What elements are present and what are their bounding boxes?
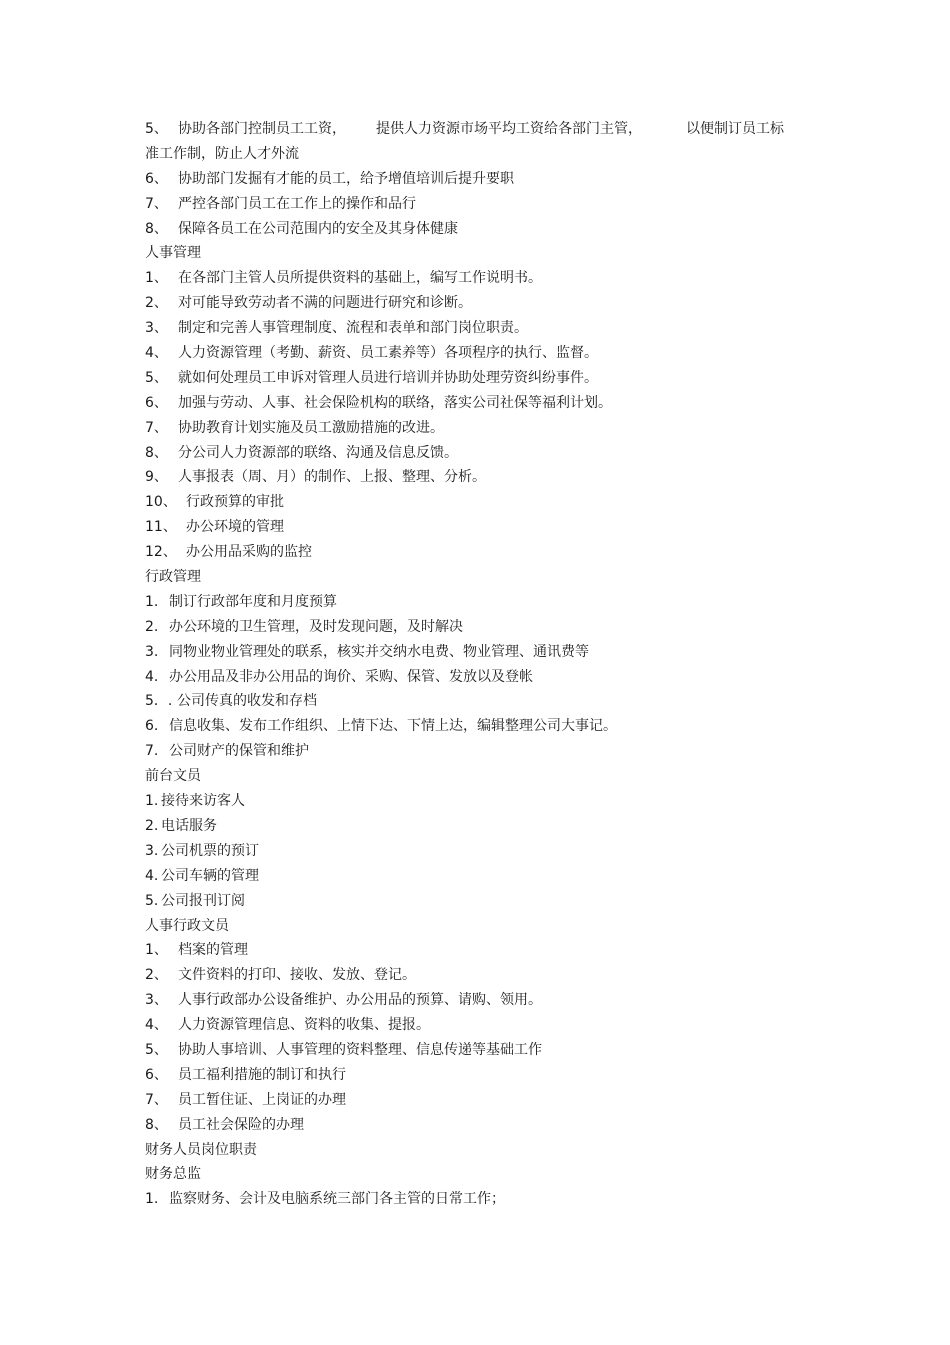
- item-text: 员工社会保险的办理: [178, 1116, 304, 1133]
- list-item: [145, 689, 825, 714]
- list-item: [145, 665, 825, 690]
- list-item: [145, 864, 825, 889]
- item-number: 5、: [145, 121, 168, 137]
- item-text-part: 以便制订员工标: [686, 121, 784, 137]
- item-number: 1、: [145, 942, 168, 959]
- item-text: 准工作制，防止人才外流: [145, 145, 299, 162]
- item-number: 1.: [145, 593, 159, 610]
- list-item: [145, 938, 825, 963]
- item-number: 8、: [145, 1116, 168, 1133]
- item-text: 公司报刊订阅: [161, 892, 245, 909]
- item-number: 6、: [145, 394, 168, 411]
- item-text: 就如何处理员工申诉对管理人员进行培训并协助处理劳资纠纷事件。: [178, 369, 598, 386]
- list-item: [145, 391, 825, 416]
- item-number: 4.: [145, 668, 159, 685]
- item-number: 7、: [145, 419, 168, 436]
- item-text: 人力资源管理（考勤、薪资、员工素养等）各项程序的执行、监督。: [178, 345, 598, 362]
- item-number: 10、: [145, 494, 177, 511]
- list-item: [145, 889, 825, 914]
- heading-text: 行政管理: [145, 569, 201, 586]
- list-item: [145, 341, 825, 366]
- item-number: 5.: [145, 892, 159, 909]
- list-item: [145, 291, 825, 316]
- list-item: [145, 640, 825, 665]
- section-heading: [145, 1162, 825, 1187]
- item-number: 1.: [145, 1191, 159, 1208]
- item-text: 对可能导致劳动者不满的问题进行研究和诊断。: [178, 295, 472, 312]
- item-text: 监察财务、会计及电脑系统三部门各主管的日常工作；: [169, 1191, 505, 1208]
- list-item: [145, 515, 825, 540]
- list-item: [145, 167, 825, 192]
- item-number: 6、: [145, 1066, 168, 1083]
- item-text: 在各部门主管人员所提供资料的基础上，编写工作说明书。: [178, 270, 542, 287]
- list-item: [145, 266, 825, 291]
- item-number: 2.: [145, 618, 159, 635]
- item-number: 6、: [145, 170, 168, 187]
- item-text-part: 提供人力资源市场平均工资给各部门主管，: [376, 121, 642, 137]
- item-text: 接待来访客人: [161, 793, 245, 810]
- item-number: 9、: [145, 469, 168, 486]
- item-number: 1.: [145, 793, 159, 810]
- item-text: 公司机票的预订: [161, 842, 259, 859]
- item-text: 档案的管理: [178, 942, 248, 959]
- item-text: 制定和完善人事管理制度、流程和表单和部门岗位职责。: [178, 320, 528, 337]
- item-text: 公司车辆的管理: [161, 867, 259, 884]
- item-number: 1、: [145, 270, 168, 287]
- list-item: [145, 366, 825, 391]
- list-item: [145, 988, 825, 1013]
- item-text: 协助人事培训、人事管理的资料整理、信息传递等基础工作: [178, 1041, 542, 1058]
- section-heading: [145, 1138, 825, 1163]
- item-text: 协助部门发掘有才能的员工，给予增值培训后提升要职: [178, 170, 514, 187]
- item-number: 5、: [145, 1041, 168, 1058]
- list-item: [145, 416, 825, 441]
- list-item: [145, 1038, 825, 1063]
- item-text: 分公司人力资源部的联络、沟通及信息反馈。: [178, 444, 458, 461]
- list-item: [145, 465, 825, 490]
- item-text: 保障各员工在公司范围内的安全及其身体健康: [178, 220, 458, 237]
- list-item: [145, 1187, 825, 1212]
- list-item: [145, 441, 825, 466]
- item-number: 3、: [145, 320, 168, 337]
- item-number: 7、: [145, 1091, 168, 1108]
- section-heading: [145, 914, 825, 939]
- item-number: 7.: [145, 743, 159, 760]
- item-number: 3、: [145, 992, 168, 1009]
- list-item: [145, 316, 825, 341]
- item-number: 7、: [145, 195, 168, 212]
- list-item: [145, 839, 825, 864]
- list-item: [145, 590, 825, 615]
- item-text: 公司财产的保管和维护: [169, 743, 309, 760]
- item-text-part: 协助各部门控制员工工资，: [178, 121, 346, 137]
- heading-text: 财务人员岗位职责: [145, 1141, 257, 1158]
- item-number: 6.: [145, 718, 159, 735]
- list-item: [145, 217, 825, 242]
- item-text: 电话服务: [161, 817, 217, 834]
- item-text: 人事行政部办公设备维护、办公用品的预算、请购、领用。: [178, 992, 542, 1009]
- item-text: 加强与劳动、人事、社会保险机构的联络，落实公司社保等福利计划。: [178, 394, 612, 411]
- item-text: 员工福利措施的制订和执行: [178, 1066, 346, 1083]
- item-number: 3.: [145, 643, 159, 660]
- heading-text: 人事管理: [145, 245, 201, 262]
- list-item: [145, 1063, 825, 1088]
- list-item: [145, 739, 825, 764]
- list-item-continuation: [145, 142, 825, 167]
- list-item: [145, 814, 825, 839]
- item-number: 5．.: [145, 693, 173, 710]
- list-item: [145, 117, 825, 142]
- item-text: 同物业物业管理处的联系，核实并交纳水电费、物业管理、通讯费等: [169, 643, 589, 660]
- list-item: [145, 1113, 825, 1138]
- item-text: 人事报表（周、月）的制作、上报、整理、分析。: [178, 469, 486, 486]
- item-number: 4、: [145, 345, 168, 362]
- section-heading: [145, 764, 825, 789]
- item-text: 文件资料的打印、接收、发放、登记。: [178, 967, 416, 984]
- heading-text: 人事行政文员: [145, 917, 229, 934]
- item-text: 行政预算的审批: [186, 494, 284, 511]
- item-text: 人力资源管理信息、资料的收集、提报。: [178, 1017, 430, 1034]
- item-text: 办公环境的卫生管理，及时发现问题，及时解决: [169, 618, 463, 635]
- item-text: 公司传真的收发和存档: [177, 693, 317, 710]
- list-item: [145, 963, 825, 988]
- item-text: 办公环境的管理: [186, 519, 284, 536]
- item-text: 信息收集、发布工作组织、上情下达、下情上达，编辑整理公司大事记。: [169, 718, 617, 735]
- item-text: 严控各部门员工在工作上的操作和品行: [178, 195, 416, 212]
- section-heading: [145, 241, 825, 266]
- item-number: 4、: [145, 1017, 168, 1034]
- item-number: 2、: [145, 967, 168, 984]
- list-item: [145, 540, 825, 565]
- document-page: [145, 117, 825, 1212]
- item-text: 制订行政部年度和月度预算: [169, 593, 337, 610]
- item-number: 2.: [145, 817, 159, 834]
- list-item: [145, 1013, 825, 1038]
- heading-text: 前台文员: [145, 768, 201, 785]
- item-text: 办公用品及非办公用品的询价、采购、保管、发放以及登帐: [169, 668, 533, 685]
- item-number: 11、: [145, 519, 177, 536]
- list-item: [145, 714, 825, 739]
- item-number: 12、: [145, 544, 177, 561]
- item-number: 3.: [145, 842, 159, 859]
- list-item: [145, 789, 825, 814]
- item-number: 4.: [145, 867, 159, 884]
- item-text: 员工暂住证、上岗证的办理: [178, 1091, 346, 1108]
- list-item: [145, 192, 825, 217]
- list-item: [145, 615, 825, 640]
- item-number: 8、: [145, 220, 168, 237]
- section-heading: [145, 565, 825, 590]
- list-item: [145, 490, 825, 515]
- item-text: 办公用品采购的监控: [186, 544, 312, 561]
- item-number: 5、: [145, 369, 168, 386]
- list-item: [145, 1088, 825, 1113]
- item-text: 协助教育计划实施及员工激励措施的改进。: [178, 419, 444, 436]
- heading-text: 财务总监: [145, 1166, 201, 1183]
- item-number: 2、: [145, 295, 168, 312]
- item-number: 8、: [145, 444, 168, 461]
